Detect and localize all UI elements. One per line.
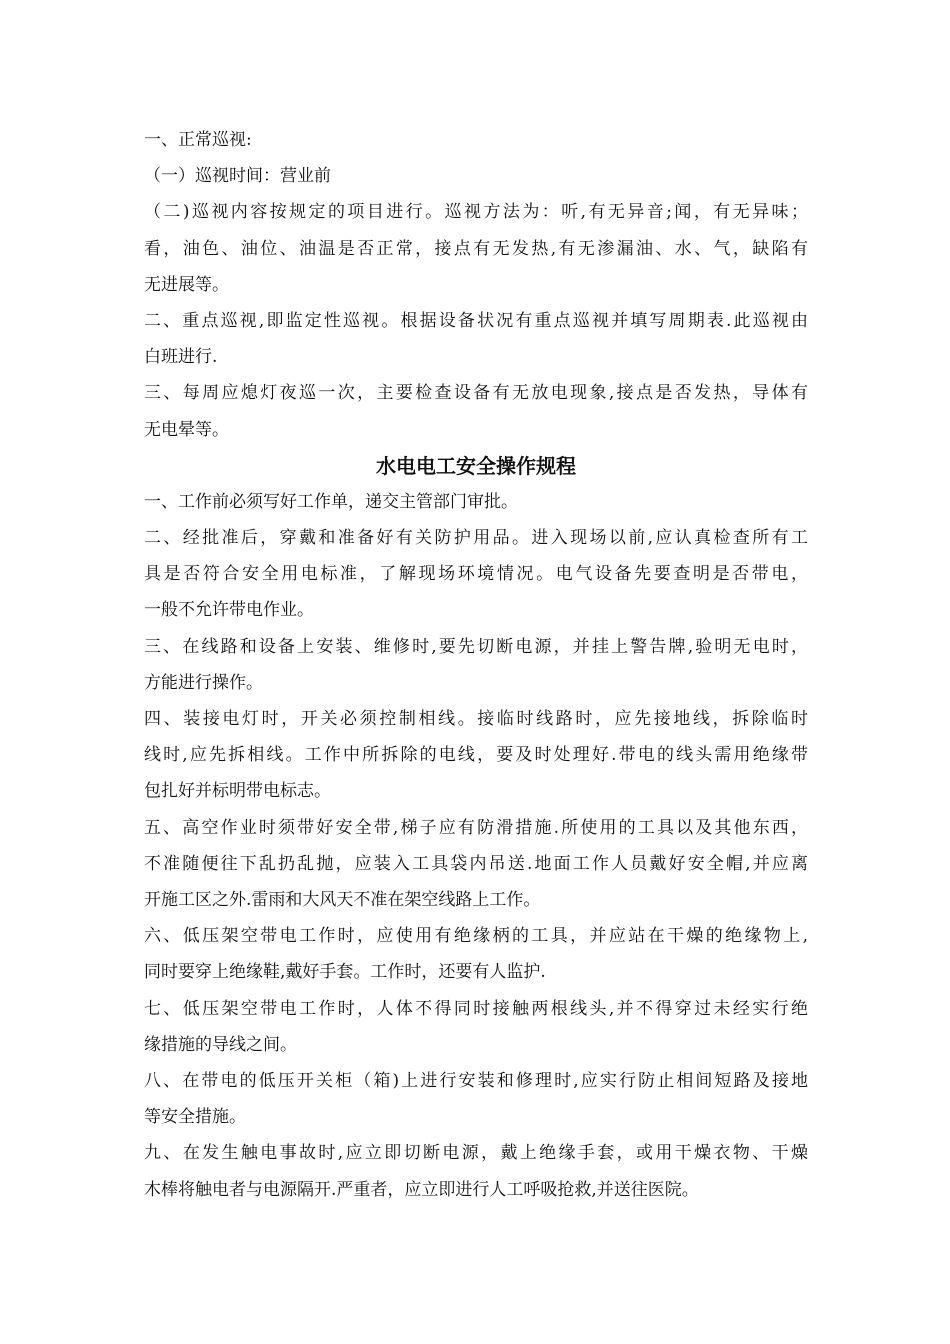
paragraph-line: 一、工作前必须写好工作单，递交主管部门审批。: [144, 491, 518, 512]
paragraph-line: 具是否符合安全用电标准，了解现场环境情况。电气设备先要查明是否带电，: [144, 564, 808, 585]
paragraph-line: 一般不允许带电作业。: [144, 600, 314, 621]
paragraph-line: 四、装接电灯时，开关必须控制相线。接临时线路时，应先接地线，拆除临时: [144, 709, 808, 730]
paragraph-line: （一）巡视时间：营业前: [144, 166, 331, 187]
paragraph-line: 方能进行操作。: [144, 672, 263, 693]
paragraph-line: 包扎好并标明带电标志。: [144, 781, 331, 802]
paragraph-line: 无进展等。: [144, 274, 229, 295]
paragraph-line: 三、在线路和设备上安装、维修时,要先切断电源，并挂上警告牌,验明无电时，: [144, 636, 808, 657]
paragraph-line: 三、每周应熄灯夜巡一次，主要检查设备有无放电现象,接点是否发热，导体有: [144, 383, 808, 404]
paragraph-line: 五、高空作业时须带好安全带,梯子应有防滑措施.所使用的工具以及其他东西，: [144, 817, 808, 838]
inspection-section: [144, 122, 808, 448]
paragraph-line: 不准随便往下乱扔乱抛，应装入工具袋内吊送.地面工作人员戴好安全帽,并应离: [144, 853, 808, 874]
paragraph-line: （二)巡视内容按规定的项目进行。巡视方法为：听,有无异音;闻，有无异味；: [144, 202, 808, 223]
paragraph-line: 一、正常巡视:: [144, 130, 252, 150]
paragraph-line: 线时,应先拆相线。工作中所拆除的电线，要及时处理好.带电的线头需用绝缘带: [144, 745, 808, 766]
paragraph-line: 八、在带电的低压开关柜（箱)上进行安装和修理时,应实行防止相间短路及接地: [144, 1071, 808, 1092]
safety-rules-section: [144, 484, 808, 1208]
paragraph-line: 缘措施的导线之间。: [144, 1034, 297, 1055]
paragraph-line: 木棒将触电者与电源隔开.严重者，应立即进行人工呼吸抢救,并送往医院。: [144, 1179, 699, 1200]
paragraph-line: 无电晕等。: [144, 419, 229, 440]
paragraph-line: 二、经批准后，穿戴和准备好有关防护用品。进入现场以前,应认真检查所有工: [144, 528, 808, 549]
paragraph-line: 二、重点巡视,即监定性巡视。根据设备状况有重点巡视并填写周期表.此巡视由: [144, 311, 808, 332]
paragraph-line: 看，油色、油位、油温是否正常，接点有无发热,有无渗漏油、水、气，缺陷有: [144, 238, 808, 259]
paragraph-line: 九、在发生触电事故时,应立即切断电源，戴上绝缘手套，或用干燥衣物、干燥: [144, 1143, 808, 1164]
paragraph-line: 白班进行.: [144, 347, 218, 368]
document-body: [144, 122, 808, 1208]
paragraph-line: 六、低压架空带电工作时，应使用有绝缘柄的工具，并应站在干燥的绝缘物上,: [144, 926, 808, 947]
paragraph-line: 等安全措施。: [144, 1107, 246, 1128]
paragraph-line: 同时要穿上绝缘鞋,戴好手套。工作时，还要有人监护.: [144, 962, 546, 983]
paragraph-line: 开施工区之外.雷雨和大风天不准在架空线路上工作。: [144, 890, 541, 911]
paragraph-line: 七、低压架空带电工作时，人体不得同时接触两根线头,并不得穿过未经实行绝: [144, 998, 808, 1019]
section-title: 水电电工安全操作规程: [376, 453, 576, 478]
